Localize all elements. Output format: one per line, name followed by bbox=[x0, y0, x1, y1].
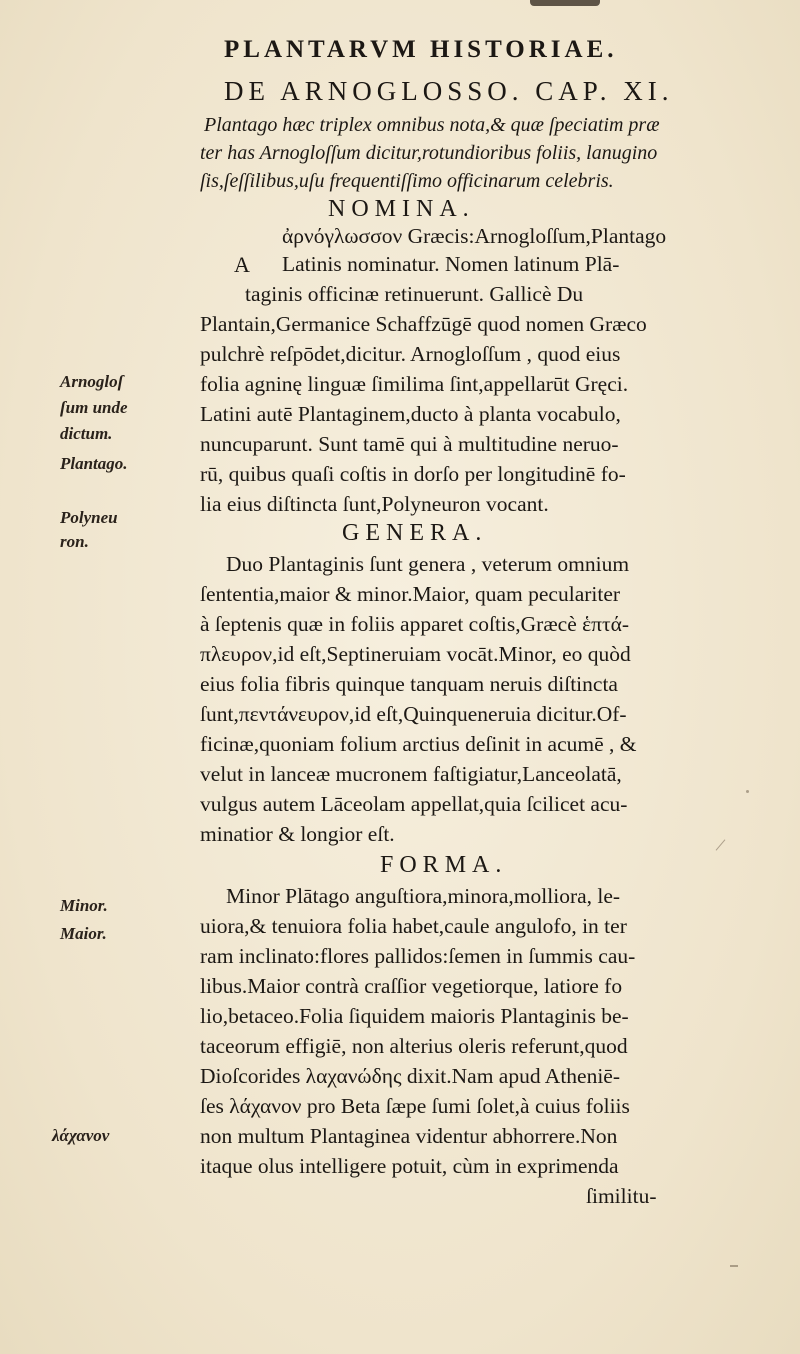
text-line: ram inclinato:flores pallidos:ſemen in ſummis cau- bbox=[200, 944, 636, 968]
text-line: πλευρον,id eſt,Septineruiam vocāt.Minor, eo quòd bbox=[200, 642, 631, 666]
margin-note: ron. bbox=[60, 532, 89, 551]
text-line: lio,betaceo.Folia ſiquidem maioris Plantaginis be- bbox=[200, 1004, 629, 1028]
chapter-title: DE ARNOGLOSSO. CAP. XI. bbox=[224, 76, 674, 106]
drop-letter: A bbox=[234, 252, 250, 277]
margin-note: λάχανον bbox=[52, 1126, 110, 1145]
margin-note: Arnogloſ bbox=[60, 372, 124, 391]
margin-note: Polyneu bbox=[60, 508, 118, 527]
margin-note: dictum. bbox=[60, 424, 113, 443]
text-line: Minor Plātago anguſtiora,minora,molliora, le- bbox=[226, 884, 621, 908]
text-line: ficinæ,quoniam folium arctius deſinit in acumē , & bbox=[200, 732, 637, 756]
text-line: velut in lanceæ mucronem faſtigiatur,Lanceolatā, bbox=[200, 762, 622, 786]
text-line: pulchrè reſpōdet,dicitur. Arnogloſſum , quod eius bbox=[200, 342, 621, 366]
text-line: uiora,& tenuiora folia habet,caule angulofo, in ter bbox=[200, 914, 627, 938]
section-heading-nomina: NOMINA. bbox=[328, 196, 475, 222]
text-line: Latini autē Plantaginem,ducto à planta vocabulo, bbox=[200, 402, 621, 426]
text-line: ſunt,πεντάνευρον,id eſt,Quinqueneruia dicitur.Of- bbox=[200, 702, 627, 726]
text-line: itaque olus intelligere potuit, cùm in exprimenda bbox=[200, 1154, 619, 1178]
intro-line: Plantago hæc triplex omnibus nota,& quæ ſpeciatim præ bbox=[204, 114, 660, 136]
text-line: non multum Plantaginea videntur abhorrere.Non bbox=[200, 1124, 618, 1148]
text-line: minatior & longior eſt. bbox=[200, 822, 395, 846]
text-line: Dioſcorides λαχανώδης dixit.Nam apud Atheniē- bbox=[200, 1064, 621, 1088]
text-line: folia agninę linguæ ſimilima ſint,appellarūt Gręci. bbox=[200, 372, 629, 396]
section-heading-forma: FORMA. bbox=[380, 852, 508, 878]
ink-speck bbox=[746, 790, 749, 793]
intro-line: ter has Arnogloſſum dicitur,rotundioribus foliis, lanugino bbox=[200, 142, 658, 164]
text-line: vulgus autem Lāceolam appellat,quia ſcilicet acu- bbox=[200, 792, 628, 816]
margin-note: Plantago. bbox=[60, 454, 128, 473]
text-line: Latinis nominatur. Nomen latinum Plā- bbox=[282, 252, 620, 276]
margin-note: ſum unde bbox=[60, 398, 128, 417]
text-line: ſententia,maior & minor.Maior, quam peculariter bbox=[200, 582, 621, 606]
text-line: taginis officinæ retinuerunt. Gallicè Du bbox=[245, 282, 584, 306]
text-line: à ſeptenis quæ in foliis apparet coſtis,Græcè ἑπτά- bbox=[200, 612, 630, 636]
running-head: PLANTARVM HISTORIAE. bbox=[224, 36, 618, 63]
text-line: nuncuparunt. Sunt tamē qui à multitudine neruo- bbox=[200, 432, 619, 456]
text-line: lia eius diſtincta ſunt,Polyneuron vocant. bbox=[200, 492, 549, 516]
margin-note: Maior. bbox=[60, 924, 107, 943]
ink-speck bbox=[730, 1265, 738, 1267]
ink-smudge bbox=[530, 0, 600, 6]
text-line: libus.Maior contrà craſſior vegetiorque, latiore fo bbox=[200, 974, 623, 998]
catchword: ſimilitu- bbox=[586, 1184, 657, 1208]
ink-stroke bbox=[716, 839, 726, 850]
margin-note: Minor. bbox=[60, 896, 108, 915]
text-line: Duo Plantaginis ſunt genera , veterum omnium bbox=[226, 552, 630, 576]
text-line: ἀρνόγλωσσον Græcis:Arnogloſſum,Plantago bbox=[282, 224, 667, 248]
text-line: rū, quibus quaſi coſtis in dorſo per longitudinē fo- bbox=[200, 462, 626, 486]
section-heading-genera: GENERA. bbox=[342, 520, 488, 546]
intro-line: ſis,ſeſſilibus,uſu frequentiſſimo officinarum celebris. bbox=[200, 170, 614, 192]
text-line: Plantain,Germanice Schaffzūgē quod nomen Græco bbox=[200, 312, 647, 336]
text-line: ſes λάχανον pro Beta ſæpe ſumi ſolet,à cuius foliis bbox=[200, 1094, 630, 1118]
text-line: eius folia fibris quinque tanquam neruis diſtincta bbox=[200, 672, 618, 696]
text-line: taceorum effigiē, non alterius oleris referunt,quod bbox=[200, 1034, 628, 1058]
